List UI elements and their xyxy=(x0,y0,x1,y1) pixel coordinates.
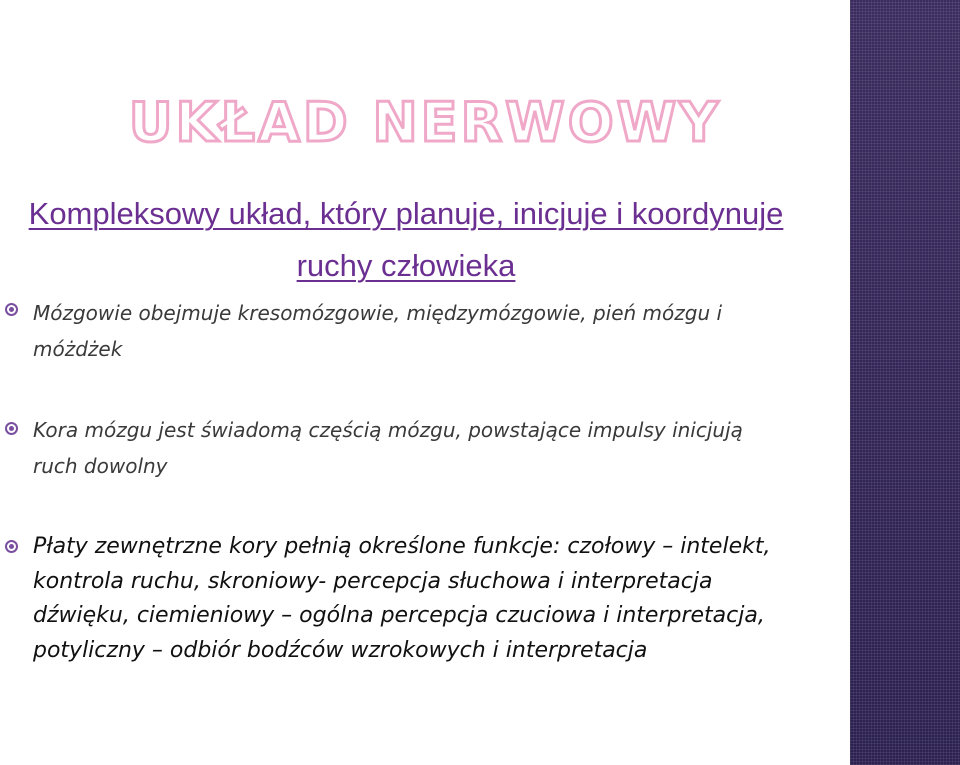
circled-dot-bullet-icon xyxy=(5,540,18,553)
bullet-text: Kora mózgu jest świadomą częścią mózgu, powstające impulsy inicjują ruch dowolny xyxy=(33,418,743,478)
bullet-text: Płaty zewnętrzne kory pełnią określone funkcje: czołowy – intelekt, kontrola ruchu, skroniowy- percepcja słuchowa i interpretacja dźwięku, ciemieniowy – ogólna percepcja czuciowa i interpretacja, potyliczny – odbiór bodźców wzrokowych i interpretacja xyxy=(33,534,771,663)
bullet-text: Mózgowie obejmuje kresomózgowie, międzymózgowie, pień mózgu i móżdżek xyxy=(33,301,723,361)
circled-dot-bullet-icon xyxy=(5,422,18,435)
slide-title: UKŁAD NERWOWY xyxy=(128,91,722,154)
side-decorative-band xyxy=(850,0,960,765)
circled-dot-bullet-icon xyxy=(5,303,18,316)
slide-subtitle: Kompleksowy układ, który planuje, inicjuje i koordynuje ruchy człowieka xyxy=(28,196,784,283)
